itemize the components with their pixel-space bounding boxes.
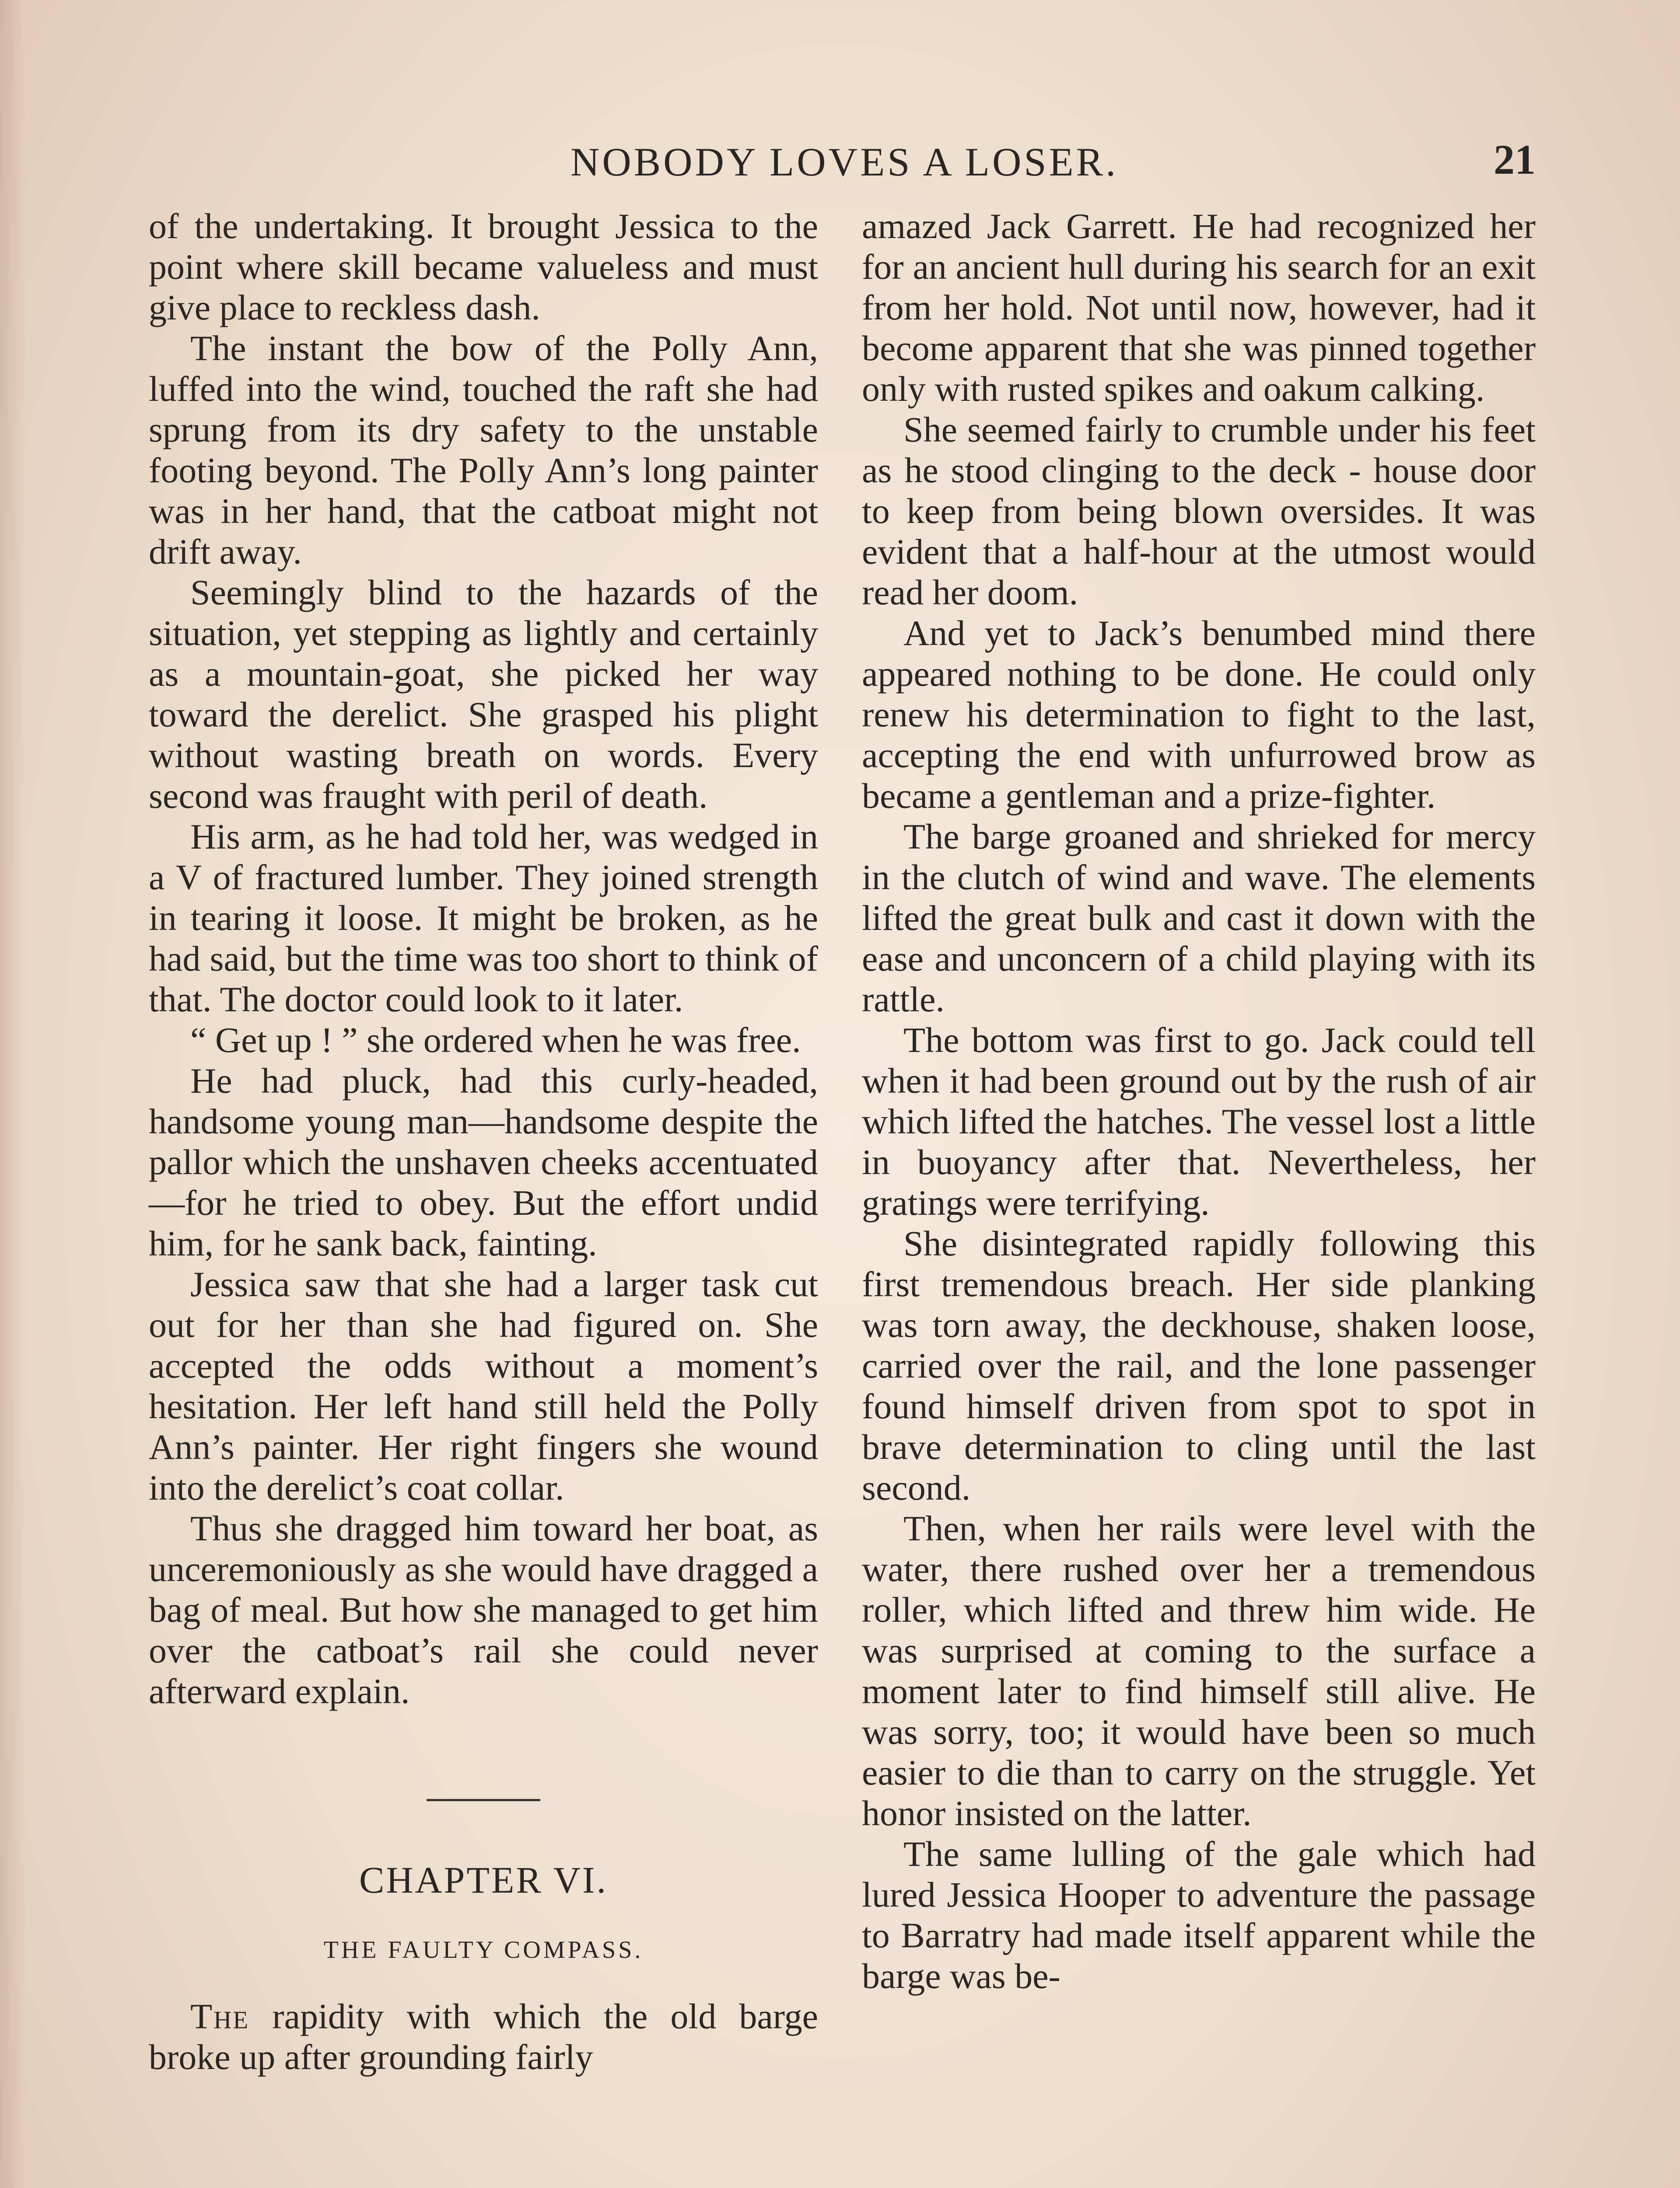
- paragraph: Seemingly blind to the hazards of the situation, yet stepping as lightly and certainly as a mountain-goat, she picked her way toward the derelict. She grasped his plight without wasting breath on words. Every second was fraught with peril of death.: [149, 572, 818, 816]
- paragraph: Thus she dragged him toward her boat, as unceremoniously as she would have dragged a bag of meal. But how she managed to get him over the catboat’s rail she could never afterward explain.: [149, 1508, 818, 1711]
- paragraph: The instant the bow of the Polly Ann, luffed into the wind, touched the raft she had sprung from its dry safety to the unstable footing beyond. The Polly Ann’s long painter was in her hand, that the catboat might not drift away.: [149, 328, 818, 572]
- chapter-first-paragraph: [149, 1996, 818, 2077]
- running-title: NOBODY LOVES A LOSER.: [570, 140, 1119, 184]
- paragraph: He had pluck, had this curly-headed, handsome young man—handsome despite the pallor which the unshaven cheeks accentuated—for he tried to obey. But the effort undid him, for he sank back, fainting.: [149, 1061, 818, 1263]
- paragraph: Jessica saw that she had a larger task cut out for her than she had figured on. She accepted the odds without a moment’s hesitation. Her left hand still held the Polly Ann’s painter. Her right fingers she wound into the derelict’s coat collar.: [149, 1264, 818, 1508]
- right-column: [862, 206, 1536, 1996]
- page-number: 21: [1494, 136, 1536, 183]
- left-column: [149, 206, 818, 2077]
- chapter-first-paragraph-text: rapidity with which the old barge broke up after grounding fairly: [149, 1996, 818, 2077]
- paragraph: She seemed fairly to crumble under his feet as he stood clinging to the deck - house door to keep from being blown oversides. It was evident that a half-hour at the utmost would read her doom.: [862, 410, 1536, 612]
- chapter-heading: CHAPTER VI.: [359, 1859, 608, 1901]
- chapter-first-word: The: [190, 1996, 250, 2036]
- paragraph: Then, when her rails were level with the water, there rushed over her a tremendous roller, which lifted and threw him wide. He was surprised at coming to the surface a moment later to find himself still alive. He was sorry, too; it would have been so much easier to die than to carry on the struggle. Yet honor insisted on the latter.: [862, 1508, 1536, 1833]
- paragraph: His arm, as he had told her, was wedged in a V of fractured lumber. They joined strength in tearing it loose. It might be broken, as he had said, but the time was too short to think of that. The doctor could look to it later.: [149, 817, 818, 1019]
- paragraph: amazed Jack Garrett. He had recognized her for an ancient hull during his search for an exit from her hold. Not until now, however, had it become apparent that she was pinned together only with rusted spikes and oakum calking.: [862, 206, 1536, 409]
- paragraph: The bottom was first to go. Jack could tell when it had been ground out by the rush of air which lifted the hatches. The vessel lost a little in buoyancy after that. Nevertheless, her gratings were terrifying.: [862, 1020, 1536, 1223]
- paragraph: of the undertaking. It brought Jessica to the point where skill became valueless and must give place to reckless dash.: [149, 206, 818, 327]
- section-divider: [427, 1799, 540, 1801]
- paragraph: The same lulling of the gale which had lured Jessica Hooper to adventure the passage to Barratry had made itself apparent while the barge was be-: [862, 1834, 1536, 1996]
- page-edge-shadow: [0, 0, 26, 2188]
- paragraph: “ Get up ! ” she ordered when he was free.: [190, 1020, 801, 1060]
- running-head: [149, 131, 1540, 193]
- chapter-subtitle: THE FAULTY COMPASS.: [323, 1936, 644, 1964]
- paragraph: And yet to Jack’s benumbed mind there appeared nothing to be done. He could only renew his determination to fight to the last, accepting the end with unfurrowed brow as became a gentleman and a prize-fighter.: [862, 613, 1536, 816]
- paragraph: She disintegrated rapidly following this first tremendous breach. Her side planking was torn away, the deckhouse, shaken loose, carried over the rail, and the lone passenger found himself driven from spot to spot in brave determination to cling until the last second.: [862, 1224, 1536, 1508]
- paragraph: The barge groaned and shrieked for mercy in the clutch of wind and wave. The elements lifted the great bulk and cast it down with the ease and unconcern of a child playing with its rattle.: [862, 817, 1536, 1019]
